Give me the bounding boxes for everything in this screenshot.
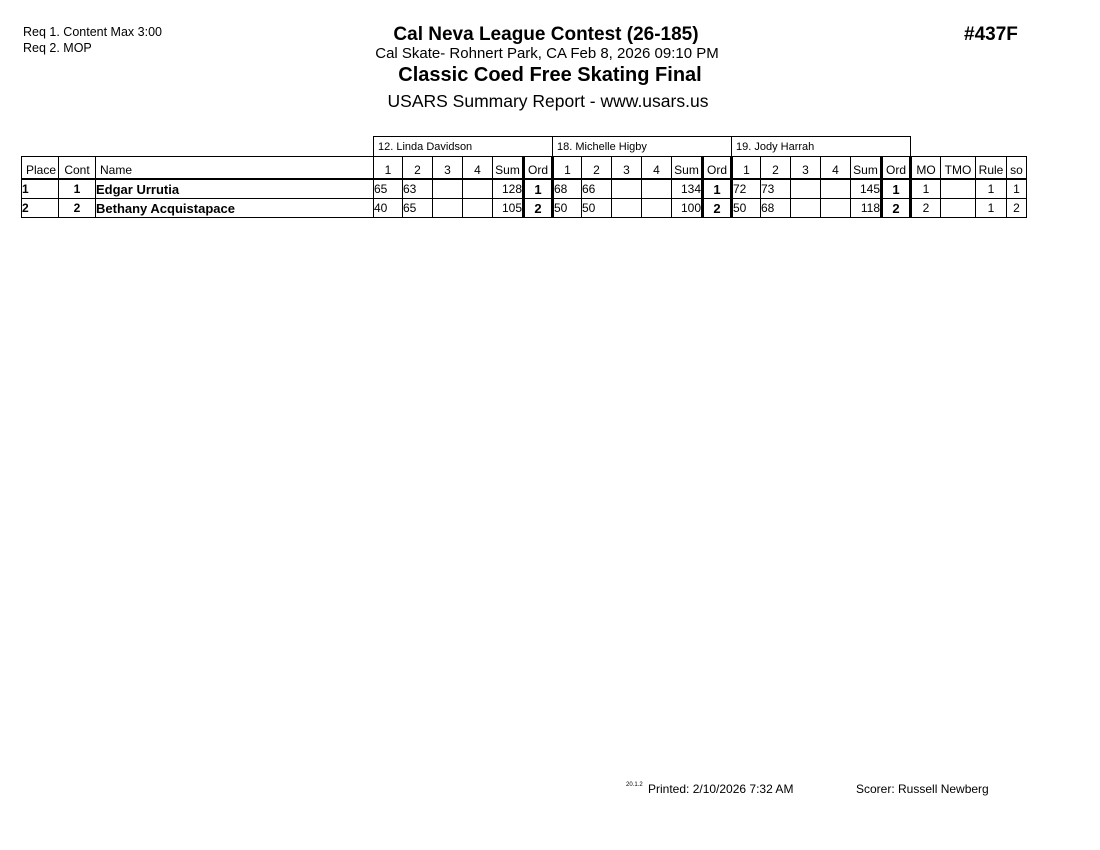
requirement-1: Req 1. Content Max 3:00 — [23, 25, 162, 39]
col-cont: Cont — [59, 157, 96, 180]
mark-cell: 72 — [732, 179, 761, 199]
col-sum: Sum — [493, 157, 524, 180]
mark-cell: 65 — [403, 199, 433, 218]
skater-name: Edgar Urrutia — [96, 179, 374, 199]
col-mark-3: 3 — [612, 157, 642, 180]
mark-cell — [612, 179, 642, 199]
rule-cell: 1 — [976, 199, 1007, 218]
col-name: Name — [96, 157, 374, 180]
mark-cell: 65 — [374, 179, 403, 199]
sum-cell: 118 — [851, 199, 882, 218]
mark-cell: 50 — [553, 199, 582, 218]
tmo-cell — [941, 179, 976, 199]
mark-cell: 73 — [761, 179, 791, 199]
ord-cell: 2 — [524, 199, 553, 218]
skater-name: Bethany Acquistapace — [96, 199, 374, 218]
mark-cell — [821, 179, 851, 199]
col-ord: Ord — [524, 157, 553, 180]
mo-cell: 2 — [911, 199, 941, 218]
mark-cell: 68 — [553, 179, 582, 199]
col-mark-2: 2 — [582, 157, 612, 180]
ord-cell: 1 — [524, 179, 553, 199]
col-rule: Rule — [976, 157, 1007, 180]
judge-name: 12. Linda Davidson — [374, 137, 553, 157]
rule-cell: 1 — [976, 179, 1007, 199]
col-mark-2: 2 — [403, 157, 433, 180]
mark-cell — [463, 199, 493, 218]
mark-cell: 50 — [582, 199, 612, 218]
table-row — [22, 179, 1027, 199]
sum-cell: 134 — [672, 179, 703, 199]
judge-name: 18. Michelle Higby — [553, 137, 732, 157]
col-sum: Sum — [672, 157, 703, 180]
mark-cell: 40 — [374, 199, 403, 218]
col-mark-3: 3 — [791, 157, 821, 180]
printed-timestamp: Printed: 2/10/2026 7:32 AM — [648, 782, 794, 796]
col-mark-2: 2 — [761, 157, 791, 180]
tmo-cell — [941, 199, 976, 218]
mo-cell: 1 — [911, 179, 941, 199]
col-mark-4: 4 — [642, 157, 672, 180]
cont-cell: 2 — [59, 199, 96, 218]
col-mark-1: 1 — [732, 157, 761, 180]
col-mark-1: 1 — [374, 157, 403, 180]
sum-cell: 105 — [493, 199, 524, 218]
requirement-2: Req 2. MOP — [23, 41, 92, 55]
col-ord: Ord — [703, 157, 732, 180]
mark-cell — [433, 199, 463, 218]
report-title: USARS Summary Report - www.usars.us — [387, 91, 709, 111]
judge-header-row — [22, 137, 1027, 157]
contest-title: Cal Neva League Contest (26-185) — [393, 24, 699, 45]
col-mark-4: 4 — [463, 157, 493, 180]
event-title: Classic Coed Free Skating Final — [398, 64, 702, 86]
mark-cell: 66 — [582, 179, 612, 199]
mark-cell — [612, 199, 642, 218]
judge-name: 19. Jody Harrah — [732, 137, 911, 157]
col-mark-4: 4 — [821, 157, 851, 180]
mark-cell — [791, 199, 821, 218]
mark-cell — [463, 179, 493, 199]
mark-cell — [642, 179, 672, 199]
place-cell: 1 — [22, 179, 59, 199]
col-tmo: TMO — [941, 157, 976, 180]
col-mo: MO — [911, 157, 941, 180]
mark-cell: 50 — [732, 199, 761, 218]
scorer-name: Scorer: Russell Newberg — [856, 782, 989, 796]
contest-location: Cal Skate- Rohnert Park, CA Feb 8, 2026 09:10 PM — [375, 45, 719, 62]
table-row — [22, 199, 1027, 218]
col-mark-1: 1 — [553, 157, 582, 180]
mark-cell: 63 — [403, 179, 433, 199]
mark-cell: 68 — [761, 199, 791, 218]
sheet-id: #437F — [964, 24, 1018, 45]
version-label: 20.1.2 — [626, 782, 643, 788]
mark-cell — [821, 199, 851, 218]
mark-cell — [433, 179, 463, 199]
ord-cell: 2 — [703, 199, 732, 218]
mark-cell — [642, 199, 672, 218]
cont-cell: 1 — [59, 179, 96, 199]
ord-cell: 1 — [882, 179, 911, 199]
ord-cell: 1 — [703, 179, 732, 199]
col-ord: Ord — [882, 157, 911, 180]
results-table — [21, 136, 1027, 218]
so-cell: 1 — [1007, 179, 1027, 199]
mark-cell — [791, 179, 821, 199]
sum-cell: 100 — [672, 199, 703, 218]
so-cell: 2 — [1007, 199, 1027, 218]
col-sum: Sum — [851, 157, 882, 180]
column-header-row — [22, 157, 1027, 180]
col-mark-3: 3 — [433, 157, 463, 180]
col-place: Place — [22, 157, 59, 180]
place-cell: 2 — [22, 199, 59, 218]
sum-cell: 145 — [851, 179, 882, 199]
ord-cell: 2 — [882, 199, 911, 218]
col-so: so — [1007, 157, 1027, 180]
sum-cell: 128 — [493, 179, 524, 199]
